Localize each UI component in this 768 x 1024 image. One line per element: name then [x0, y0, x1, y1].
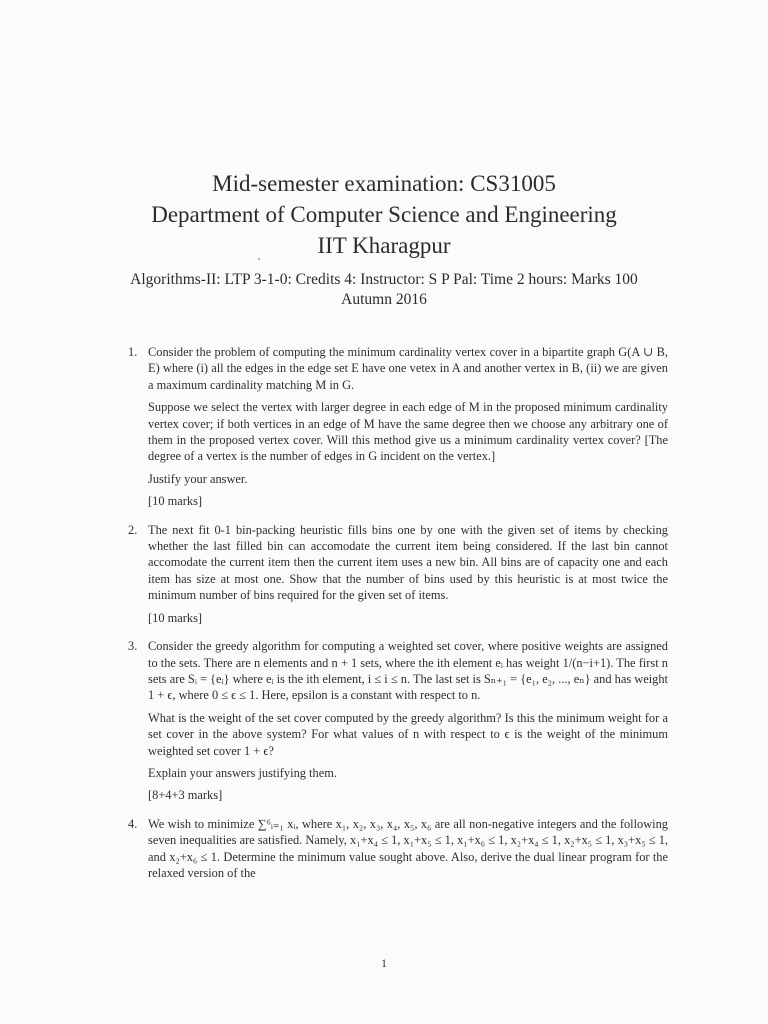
question-4: [128, 816, 668, 882]
question-paragraph: Consider the greedy algorithm for computing a weighted set cover, where positive weights are assigned to the sets. There are n elements and n + 1 sets, where the ith element eᵢ has weight 1/(n−i+1). The first n sets are Sᵢ = {eᵢ} where eᵢ is the ith element, i ≤ i ≤ n. The last set is Sₙ₊₁ = {e₁, e₂, ..., eₙ} and has weight 1 + ϵ, where 0 ≤ ϵ ≤ 1. Here, epsilon is a constant with respect to n.: [148, 639, 668, 703]
question-paragraph: What is the weight of the set cover computed by the greedy algorithm? Is this the minimum weight for a set cover in the above system? For what values of n with respect to ϵ is the weight of the minimum weighted set cover 1 + ϵ?: [148, 710, 668, 758]
question-1: [128, 344, 668, 510]
question-paragraph: Explain your answers justifying them.: [148, 765, 337, 780]
question-paragraph: We wish to minimize ∑⁶ᵢ₌₁ xᵢ, where x₁, x₂, x₃, x₄, x₅, x₆ are all non-negative integers and the following seven inequalities are satisfied. Namely, x₁+x₄ ≤ 1, x₁+x₅ ≤ 1, x₁+x₆ ≤ 1, x₂+x₄ ≤ 1, x₂+x₅ ≤ 1, x₃+x₅ ≤ 1, and x₂+x₆ ≤ 1. Determine the minimum value sought above. Also, derive the dual linear program for the relaxed version of the: [148, 816, 668, 880]
question-marks: [8+4+3 marks]: [148, 788, 223, 803]
question-3: [128, 638, 668, 804]
question-paragraph: Justify your answer.: [148, 471, 248, 486]
question-marks: [10 marks]: [148, 494, 203, 509]
semester: Autumn 2016: [341, 291, 427, 308]
question-number: 3.: [128, 639, 138, 654]
department-name: Department of Computer Science and Engineering: [151, 202, 617, 227]
institute-name: IIT Kharagpur: [317, 233, 451, 258]
course-info: Algorithms-II: LTP 3-1-0: Credits 4: Instructor: S P Pal: Time 2 hours: Marks 100: [130, 271, 638, 288]
question-marks: [10 marks]: [148, 610, 203, 625]
question-2: [128, 522, 668, 626]
question-number: 2.: [128, 522, 138, 537]
question-number: 4.: [128, 816, 138, 831]
question-paragraph: The next fit 0-1 bin-packing heuristic fills bins one by one with the given set of items by checking whether the last filled bin can accomodate the current item being considered. If the last bin cannot accomodate the current item then the current item uses a new bin. All bins are of capacity one and each item has size at most one. Show that the number of bins used by this heuristic is at most twice the minimum number of bins required for the given set of items.: [148, 522, 668, 603]
course-info-block: [0, 270, 768, 310]
questions-list: [128, 344, 668, 893]
question-paragraph: Consider the problem of computing the minimum cardinality vertex cover in a bipartite graph G(A ∪ B, E) where (i) all the edges in the edge set E have one vetex in A and another vertex in B, (ii) we are given a maximum cardinality matching M in G.: [148, 345, 668, 392]
scan-speck: [258, 258, 260, 260]
exam-header: [0, 168, 768, 261]
question-number: 1.: [128, 345, 138, 359]
exam-title: Mid-semester examination: CS31005: [212, 171, 556, 196]
page-number: 1: [381, 956, 387, 970]
question-paragraph: Suppose we select the vertex with larger degree in each edge of M in the proposed minimum cardinality vertex cover; if both vertices in an edge of M have the same degree then we choose any arbitrary one of them in the proposed vertex cover. Will this method give us a minimum cardinality vertex cover? [The degree of a vertex is the number of edges in G incident on the vertex.]: [148, 400, 668, 464]
